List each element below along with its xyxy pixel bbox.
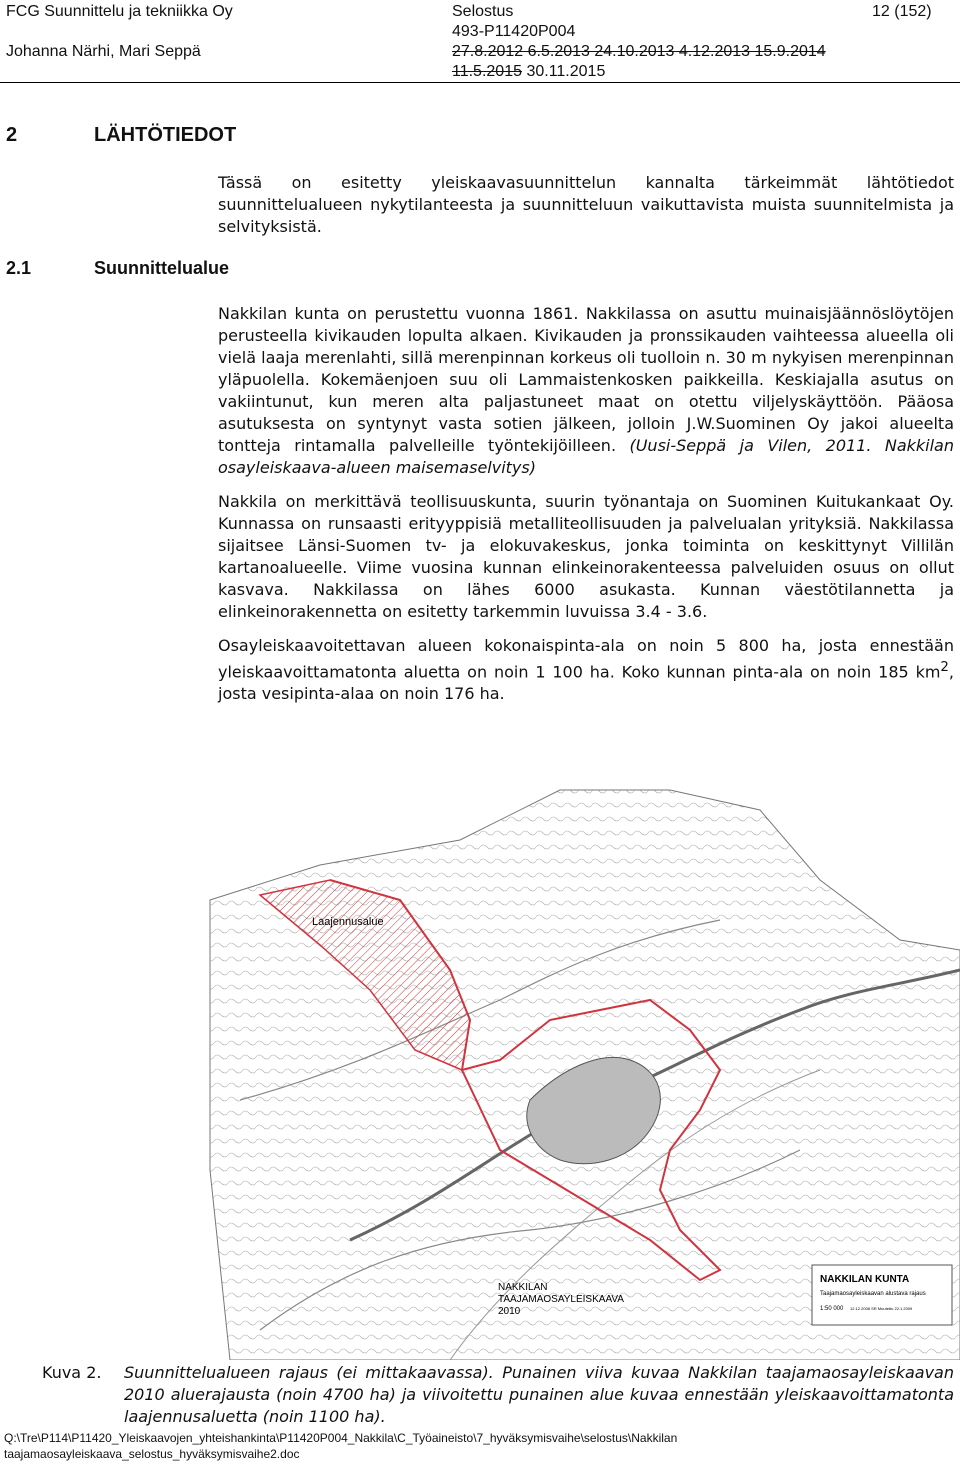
paragraph-area-text: Osayleiskaavoitettavan alueen kokonaispinta-ala on noin 5 800 ha, josta ennestään yleiskaavoittamatonta aluetta on noin 1 100 ha. Koko kunnan pinta-ala on noin 185 km (218, 636, 954, 682)
revision-dates-struck: 27.8.2012 6.5.2013 24.10.2013 4.12.2013 15.9.2014 (452, 43, 826, 60)
revision-dates-current (452, 62, 826, 82)
legend-scale: 1:50 000 (820, 1306, 844, 1312)
page-number: 12 (152) (872, 3, 932, 20)
expansion-label: Laajennusalue (312, 916, 384, 928)
paragraph-area-text-end: , josta vesipinta-alaa on noin 176 ha. (218, 662, 954, 704)
section-heading (6, 124, 236, 147)
area-map (200, 770, 960, 1360)
document-type: Selostus (452, 3, 514, 20)
section-title: LÄHTÖTIEDOT (94, 124, 237, 146)
paragraph-industry: Nakkila on merkittävä teollisuuskunta, suurin työnantaja on Suominen Kuitukankaat Oy. Kunnassa on runsaasti erityyppisiä metalliteollisuuden ja palvelualan yrityksiä. Nakkilassa sijaitsee Länsi-Suomen tv- ja elokuvakeskus, jonka toiminta on keskittynyt Villilän kartanoalueelle. Viime vuosina kunnan elinkeinorakenteessa palveluiden osuus on ollut kasvava. Nakkilassa on lähes 6000 asukasta. Kunnan väestötilannetta ja elinkeinorakennetta on esitetty tarkemmin luvuissa 3.4 - 3.6. (218, 492, 954, 621)
revision-date-current: 30.11.2015 (526, 63, 606, 80)
legend-title: NAKKILAN KUNTA (820, 1274, 910, 1285)
legend-subtitle: Taajamaosayleiskaavan alustava rajaus (820, 1291, 926, 1297)
body-text (218, 303, 954, 717)
superscript: 2 (940, 660, 949, 675)
plan-label-line2: TAAJAMAOSAYLEISKAAVA (498, 1294, 624, 1305)
reference-citation: (Uusi-Seppä ja Vilen, 2011. Nakkilan osayleiskaava-alueen maisemaselvitys) (218, 436, 954, 477)
file-path-footer: Q:\Tre\P114\P11420_Yleiskaavojen_yhteishankinta\P11420P004_Nakkila\C_Työaineisto\7_hyväksymisvaihe\selostus\Nakkilan taajamaosayleiskaava_selostus_hyväksymisvaihe2.doc (4, 1431, 678, 1461)
figure-caption: Suunnittelualueen rajaus (ei mittakaavassa). Punainen viiva kuvaa Nakkilan taajamaosayleiskaavan 2010 aluerajausta (noin 4700 ha) ja viivoitettu punainen alue kuvaa ennestään yleiskaavoittamatonta laajennusaluetta (noin 1100 ha). (124, 1363, 954, 1426)
intro-text: Tässä on esitetty yleiskaavasuunnittelun kannalta tärkeimmät lähtötiedot suunnittelualueen nykytilanteesta ja suunnitteluun vaikuttavista muista suunnitelmista ja selvityksistä. (218, 173, 954, 236)
subsection-number: 2.1 (6, 258, 32, 278)
revision-date-struck: 11.5.2015 (452, 63, 522, 80)
intro-paragraph (218, 172, 954, 250)
section-number: 2 (6, 124, 18, 146)
document-id: 493-P11420P004 (452, 23, 576, 40)
legend-dates: 12.12.2008 SR Muutettu 22.1.2009 (850, 1306, 913, 1311)
header-left (6, 2, 233, 62)
paragraph-history-text: Nakkilan kunta on perustettu vuonna 1861. Nakkilassa on asuttu muinaisjäännöslöytöjen perusteella kivikauden lopulta alkaen. Kivikauden ja pronssikauden vaihteessa alueella oli vielä laaja merenlahti, sillä merenpinnan korkeus oli tuolloin n. 30 m nykyisen merenpinnan yläpuolella. Kokemäenjoen suu oli Lammaistenkosken paikkeilla. Keskiajalla asutus on vakiintunut, kun meren alta paljastuneet maat on otettu viljelyskäyttöön. Pääosa asutuksesta on syntynyt vasta sotien jälkeen, jolloin J.W.Suominen Oy jakoi alueelta tontteja rintamalla palvelleille työntekijöilleen. (218, 304, 954, 455)
header-middle (452, 2, 826, 82)
subsection-heading (6, 258, 229, 279)
plan-label-line1: NAKKILAN (498, 1282, 548, 1293)
authors: Johanna Närhi, Mari Seppä (6, 43, 201, 60)
paragraph-area (218, 635, 954, 705)
company-name: FCG Suunnittelu ja tekniikka Oy (6, 3, 233, 20)
figure-label: Kuva 2. (42, 1363, 102, 1382)
subsection-title: Suunnittelualue (94, 258, 229, 278)
header-rule (0, 82, 960, 83)
paragraph-history (218, 303, 954, 479)
plan-label-line3: 2010 (498, 1306, 521, 1317)
